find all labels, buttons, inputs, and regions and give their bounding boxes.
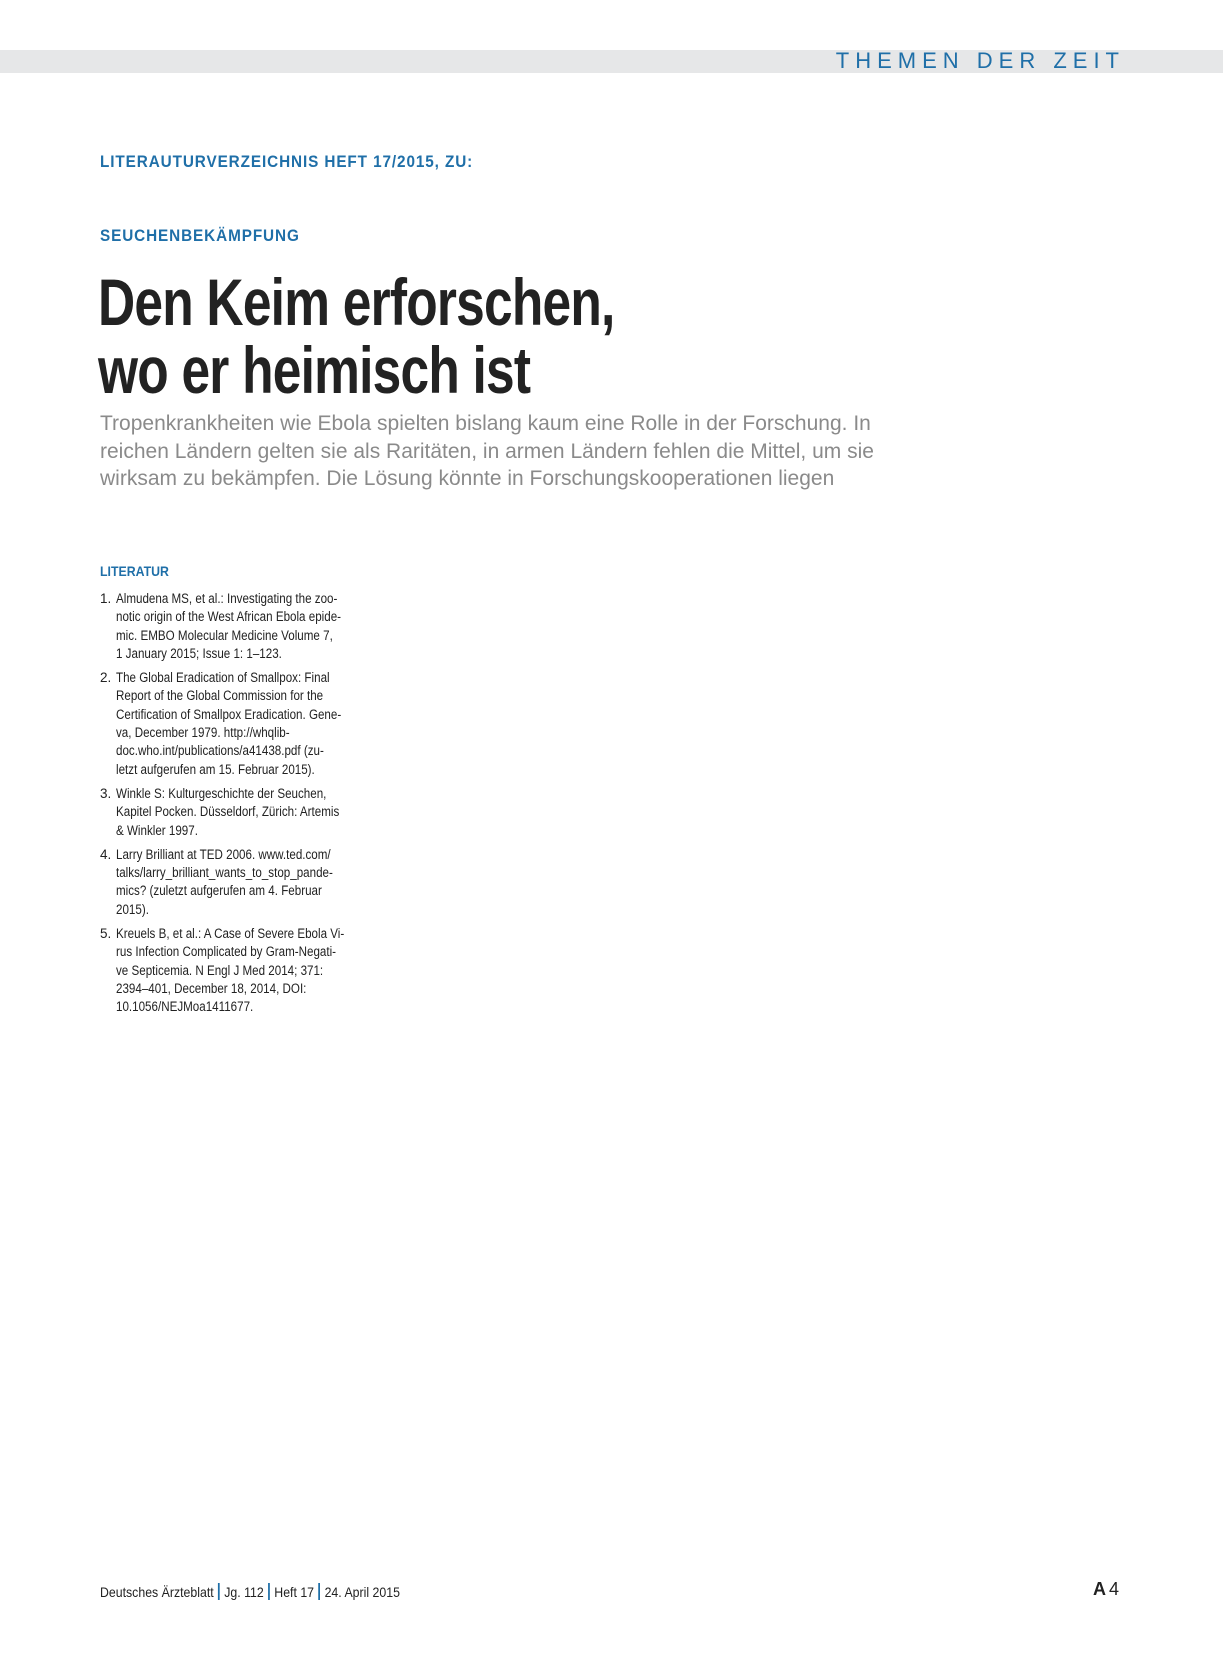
page-letter: A — [1092, 1579, 1106, 1599]
reference-number: 2. — [100, 670, 112, 686]
page-number — [1093, 1579, 1119, 1600]
reference-line: Larry Brilliant at TED 2006. www.ted.com/ — [116, 846, 331, 862]
reference-item — [100, 785, 400, 840]
footer-citation — [100, 1583, 400, 1600]
reference-number: 3. — [100, 785, 112, 801]
reference-text — [116, 846, 381, 919]
separator — [218, 1583, 220, 1600]
rubric: SEUCHENBEKÄMPFUNG — [100, 226, 300, 245]
literature-heading: LITERATUR — [100, 563, 169, 579]
subtitle-line: wirksam zu bekämpfen. Die Lösung könnte in Forschungskooperationen liegen — [100, 467, 835, 490]
kicker: LITERAUTURVERZEICHNIS HEFT 17/2015, ZU: — [100, 152, 474, 171]
reference-line: rus Infection Complicated by Gram-Negati- — [116, 944, 337, 960]
reference-line: 10.1056/NEJMoa1411677. — [116, 999, 254, 1015]
section-label: THEMEN DER ZEIT — [835, 48, 1125, 73]
reference-text — [116, 590, 381, 663]
headline — [98, 265, 800, 407]
reference-line: Winkle S: Kulturgeschichte der Seuchen, — [116, 785, 327, 801]
subtitle-line: reichen Ländern gelten sie als Raritäten, in armen Ländern fehlen die Mittel, um sie — [100, 439, 874, 463]
reference-text — [116, 669, 381, 779]
reference-line: doc.who.int/publications/a41438.pdf (zu- — [116, 743, 324, 759]
subtitle — [100, 410, 960, 493]
reference-line: 2394–401, December 18, 2014, DOI: — [116, 980, 307, 996]
reference-line: Certification of Smallpox Eradication. Gene- — [116, 706, 342, 722]
reference-item — [100, 590, 400, 663]
reference-line: Kapitel Pocken. Düsseldorf, Zürich: Artemis — [116, 804, 340, 820]
separator — [268, 1583, 270, 1600]
reference-line: Almudena MS, et al.: Investigating the zoo- — [116, 591, 338, 606]
reference-item — [100, 925, 400, 1016]
reference-line: Kreuels B, et al.: A Case of Severe Ebola Vi- — [116, 926, 345, 942]
reference-line: & Winkler 1997. — [116, 822, 198, 838]
reference-line: mics? (zuletzt aufgerufen am 4. Februar — [116, 883, 322, 899]
reference-line: The Global Eradication of Smallpox: Final — [116, 670, 330, 686]
reference-number: 5. — [100, 926, 112, 942]
reference-number: 1. — [100, 591, 112, 606]
reference-line: 1 January 2015; Issue 1: 1–123. — [116, 645, 282, 661]
reference-line: mic. EMBO Molecular Medicine Volume 7, — [116, 627, 333, 643]
reference-line: notic origin of the West African Ebola epide- — [116, 609, 342, 625]
journal-volume: Jg. 112 — [224, 1584, 264, 1600]
reference-item — [100, 846, 400, 919]
reference-list — [100, 590, 400, 1023]
reference-text — [116, 925, 381, 1016]
headline-line: Den Keim erforschen, — [98, 265, 615, 339]
headline-line: wo er heimisch ist — [98, 333, 531, 407]
reference-line: 2015). — [116, 901, 149, 917]
journal-issue: Heft 17 — [274, 1584, 315, 1600]
page-digit: 4 — [1108, 1579, 1119, 1599]
reference-line: letzt aufgerufen am 15. Februar 2015). — [116, 761, 315, 777]
reference-line: talks/larry_brilliant_wants_to_stop_pande- — [116, 865, 333, 881]
reference-line: Report of the Global Commission for the — [116, 688, 324, 704]
reference-number: 4. — [100, 846, 112, 862]
subtitle-line: Tropenkrankheiten wie Ebola spielten bislang kaum eine Rolle in der Forschung. In — [100, 412, 871, 435]
separator — [318, 1583, 320, 1600]
reference-text — [116, 785, 381, 840]
reference-line: ve Septicemia. N Engl J Med 2014; 371: — [116, 962, 324, 978]
reference-line: va, December 1979. http://whqlib- — [116, 725, 290, 741]
reference-item — [100, 669, 400, 779]
journal-name: Deutsches Ärzteblatt — [100, 1584, 214, 1600]
journal-date: 24. April 2015 — [324, 1584, 400, 1600]
